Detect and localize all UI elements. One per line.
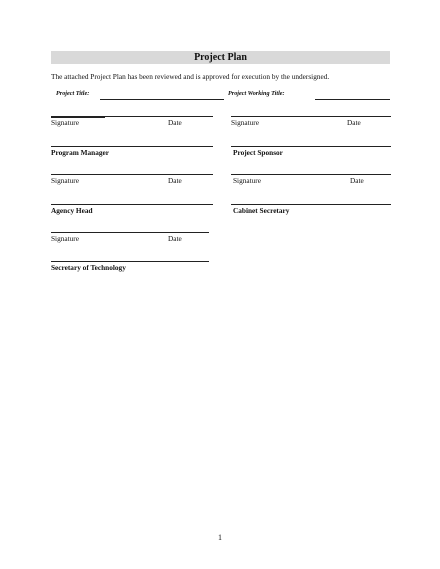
role-line-right-1 [231,146,391,147]
document-title: Project Plan [51,51,390,64]
project-sponsor-label: Project Sponsor [233,148,283,157]
signature-line-left-2[interactable] [51,174,213,175]
project-title-label: Project Title: [56,90,90,97]
project-working-title-label: Project Working Title: [228,90,285,97]
date-label: Date [350,176,364,185]
signature-line-left-1[interactable] [105,116,213,117]
signature-line-right-2[interactable] [231,174,391,175]
signature-label: Signature [51,118,79,127]
date-label: Date [347,118,361,127]
cabinet-secretary-label: Cabinet Secretary [233,206,290,215]
signature-label: Signature [231,118,259,127]
intro-text: The attached Project Plan has been reviewed and is approved for execution by the undersigned. [51,72,330,81]
date-label: Date [168,118,182,127]
role-line-left-2 [51,204,213,205]
date-label: Date [168,234,182,243]
signature-label: Signature [51,176,79,185]
agency-head-label: Agency Head [51,206,93,215]
signature-line-right-1[interactable] [231,116,391,117]
signature-label: Signature [233,176,261,185]
project-title-line[interactable] [100,99,224,100]
role-line-left-3 [51,261,209,262]
page-number: 1 [218,533,222,542]
project-working-title-line[interactable] [315,99,390,100]
date-label: Date [168,176,182,185]
role-line-left-1 [51,146,213,147]
secretary-of-technology-label: Secretary of Technology [51,263,126,272]
program-manager-label: Program Manager [51,148,110,157]
signature-label: Signature [51,234,79,243]
signature-line-left-3[interactable] [51,232,209,233]
role-line-right-2 [231,204,391,205]
